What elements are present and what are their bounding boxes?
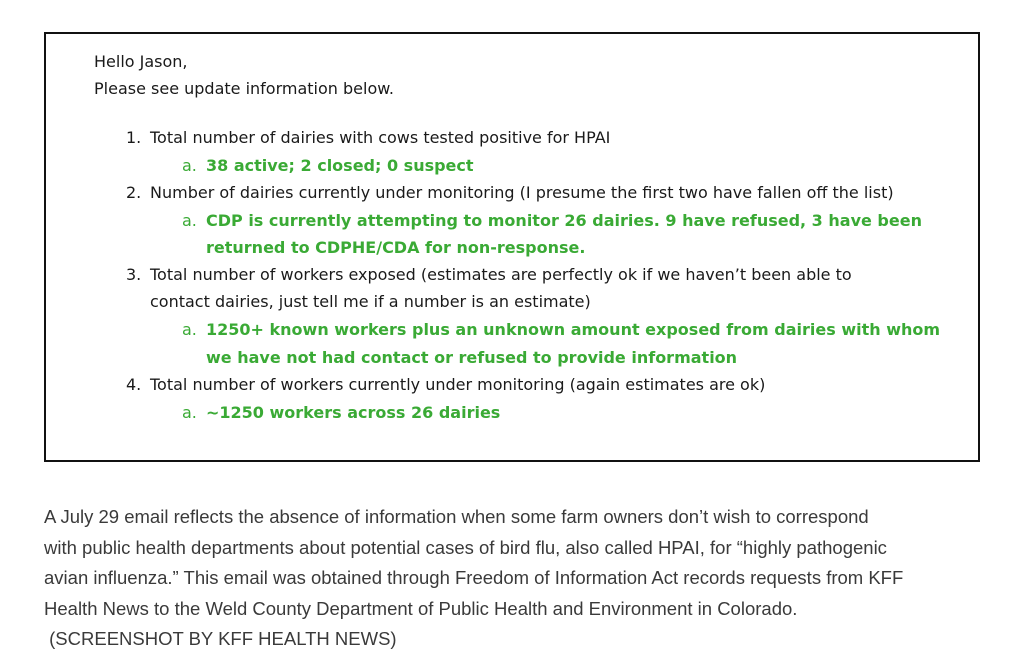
- caption-line-3: avian influenza.” This email was obtained through Freedom of Information Act records requests from KFF: [44, 567, 904, 588]
- item-2-answer-line-2: returned to CDPHE/CDA for non-response.: [206, 238, 586, 257]
- item-1-answer-line-1: 38 active; 2 closed; 0 suspect: [206, 156, 474, 175]
- item-4-question-line-1: Total number of workers currently under monitoring (again estimates are ok): [150, 375, 766, 394]
- item-2-answer-line-1: CDP is currently attempting to monitor 26 dairies. 9 have refused, 3 have been: [206, 211, 922, 230]
- email-screenshot: [44, 32, 980, 462]
- item-4-answer-letter: a.: [182, 403, 197, 422]
- caption-line-1: A July 29 email reflects the absence of information when some farm owners don’t wish to correspond: [44, 506, 869, 527]
- email-intro: Please see update information below.: [94, 79, 394, 98]
- item-2-question-line-1: Number of dairies currently under monitoring (I presume the first two have fallen off the list): [150, 183, 894, 202]
- image-caption: [44, 502, 994, 655]
- item-4-answer-line-1: ~1250 workers across 26 dairies: [206, 403, 501, 422]
- item-2-answer-letter: a.: [182, 211, 197, 230]
- item-3-question-line-2: contact dairies, just tell me if a number is an estimate): [150, 292, 591, 311]
- item-1-answer-letter: a.: [182, 156, 197, 175]
- item-2-number: 2.: [126, 183, 142, 202]
- caption-credit: (SCREENSHOT BY KFF HEALTH NEWS): [44, 628, 397, 649]
- email-greeting: Hello Jason,: [94, 52, 188, 71]
- caption-line-2: with public health departments about potential cases of bird flu, also called HPAI, for “highly pathogenic: [44, 536, 887, 558]
- item-3-answer-line-2: we have not had contact or refused to provide information: [206, 348, 738, 367]
- item-3-answer-letter: a.: [182, 320, 197, 339]
- item-1-number: 1.: [126, 128, 142, 147]
- item-1-question-line-1: Total number of dairies with cows tested positive for HPAI: [150, 128, 611, 147]
- caption-line-4: Health News to the Weld County Department of Public Health and Environment in Colorado.: [44, 597, 798, 619]
- item-3-number: 3.: [126, 265, 142, 284]
- item-3-question-line-1: Total number of workers exposed (estimates are perfectly ok if we haven’t been able to: [150, 265, 852, 284]
- item-3-answer-line-1: 1250+ known workers plus an unknown amount exposed from dairies with whom: [206, 320, 941, 339]
- item-4-number: 4.: [126, 375, 142, 394]
